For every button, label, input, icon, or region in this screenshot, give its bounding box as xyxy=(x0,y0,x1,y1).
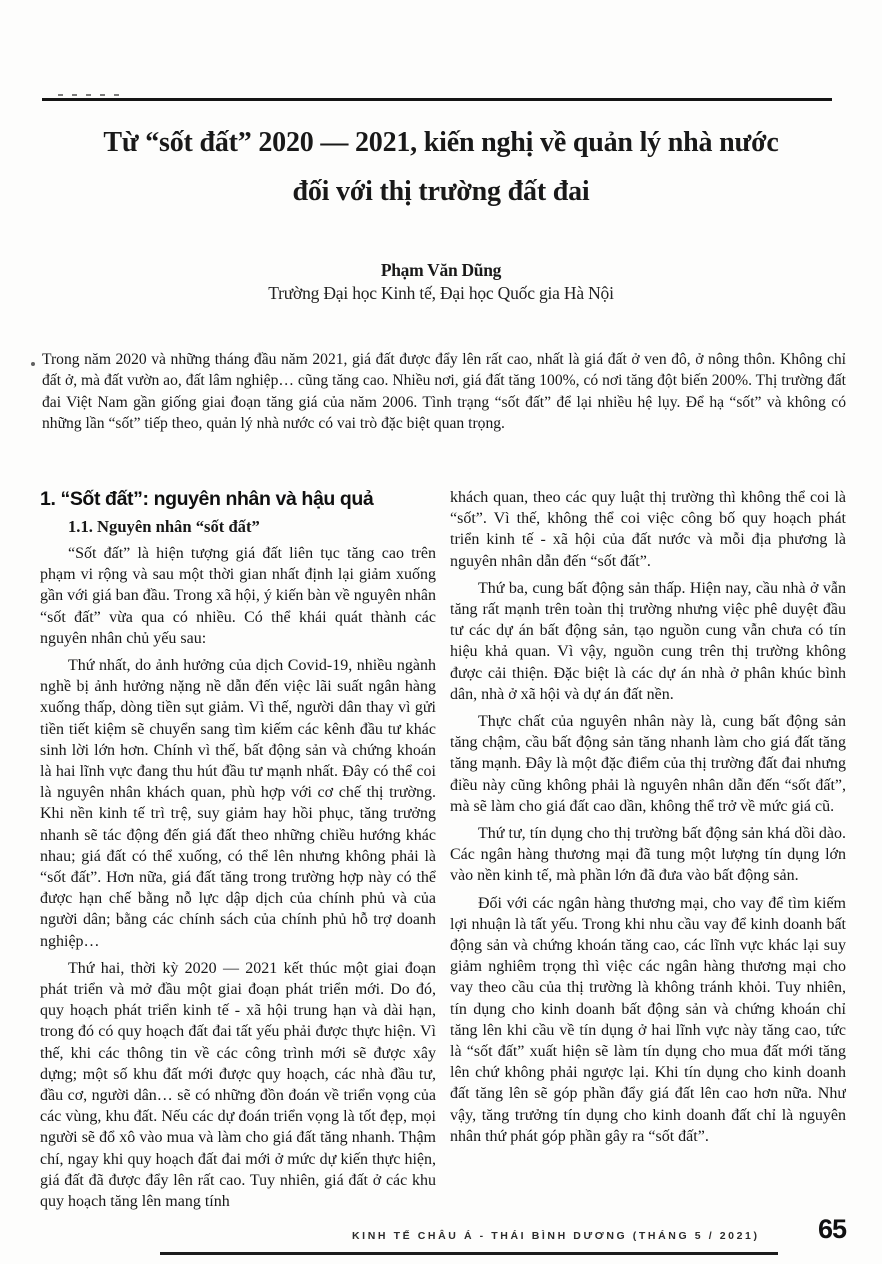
footer-journal-text: KINH TẾ CHÂU Á - THÁI BÌNH DƯƠNG (THÁNG 5 / 2021) xyxy=(352,1230,760,1242)
paragraph: Thứ ba, cung bất động sản thấp. Hiện nay, cầu nhà ở vẫn tăng rất mạnh trên toàn thị trường nhưng việc phê duyệt đầu tư các dự án bất động sản, tạo nguồn cung vẫn chưa có tín hiệu khả quan. Vì vậy, nguồn cung trên thị trường không được cải thiện. Đặc biệt là các dự án nhà ở phân khúc bình dân, nhà ở xã hội và dự án đất nền. xyxy=(450,579,846,703)
section-heading: 1. “Sốt đất”: nguyên nhân và hậu quả xyxy=(40,488,374,510)
header-rule xyxy=(42,98,832,101)
abstract-text: Trong năm 2020 và những tháng đầu năm 2021, giá đất được đẩy lên rất cao, nhất là giá đất ở ven đô, ở nông thôn. Không chỉ đất ở, mà đất vườn ao, đất lâm nghiệp… cũng tăng cao. Nhiều nơi, giá đất tăng 100%, có nơi tăng đột biến 200%. Thị trường đất đai Việt Nam gần giống giai đoạn tăng giá của năm 2006. Tình trạng “sốt đất” để lại nhiều hệ lụy. Để hạ “sốt” và không có những lần “sốt” tiếp theo, quản lý nhà nước có vai trò đặc biệt quan trọng. xyxy=(42,351,846,433)
paragraph: Thực chất của nguyên nhân này là, cung bất động sản tăng chậm, cầu bất động sản tăng nhanh làm cho giá đất tăng tăng mạnh. Đây là một đặc điểm của thị trường đất đai nhưng điều này cũng không phải là nguyên nhân dẫn đến “sốt đất”, mà sẽ làm cho giá đất cao dần, không thể trở về mức giá cũ. xyxy=(450,713,846,815)
paragraph: Thứ tư, tín dụng cho thị trường bất động sản khá dồi dào. Các ngân hàng thương mại đã tung một lượng tín dụng lớn vào nền kinh tế, mà phần lớn đã đưa vào bất động sản. xyxy=(450,825,846,885)
right-column xyxy=(450,487,846,1229)
paragraph: Đối với các ngân hàng thương mại, cho vay để tìm kiếm lợi nhuận là tất yếu. Trong khi nhu cầu vay để kinh doanh bất động sản và chứng khoán tăng cao, các lĩnh vực khác lại suy giảm nghiêm trọng thì việc các ngân hàng thương mại cho vay theo cầu của thị trường là không tránh khỏi. Tuy nhiên, tín dụng cho kinh doanh bất động sản và chứng khoán chỉ tăng lên khi cầu về tín dụng ở hai lĩnh vực này tăng cao, tức là “sốt đất” xuất hiện sẽ làm tín dụng cho mua đất mới tăng lên chứ không phải ngược lại. Khi tín dụng cho kinh doanh đất tăng lên sẽ góp phần đẩy giá đất lên cao hơn nữa. Như vậy, tăng trưởng tín dụng cho kinh doanh đất chỉ là nguyên nhân thứ phát góp phần gây ra “sốt đất”. xyxy=(450,894,846,1145)
paragraph: “Sốt đất” là hiện tượng giá đất liên tục tăng cao trên phạm vi rộng và sau một thời gian nhất định lại giảm xuống gần với giá ban đầu. Trong xã hội, ý kiến bàn về nguyên nhân “sốt đất” vừa qua có nhiều. Có thể khái quát thành các nguyên nhân chủ yếu sau: xyxy=(40,545,436,647)
paragraph: Thứ nhất, do ảnh hưởng của dịch Covid-19, nhiều ngành nghề bị ảnh hưởng nặng nề dẫn đến việc lãi suất ngân hàng xuống thấp, dòng tiền sụt giảm. Vì thế, người dân thay vì gửi tiền tiết kiệm sẽ chuyển sang tìm kiếm các kênh đầu tư khác sinh lời lớn hơn. Chính vì thế, bất động sản và chứng khoán là hai lĩnh vực đang thu hút đầu tư mạnh nhất. Đây có thể coi là nguyên nhân khách quan, phù hợp với cơ chế thị trường. Khi nền kinh tế trì trệ, suy giảm hay hồi phục, tăng trưởng nhanh sẽ tác động đến giá đất theo những chiều hướng khác nhau; giá đất có thể xuống, có thể lên nhưng không phải là “sốt đất”. Hơn nữa, giá đất tăng trong trường hợp này có thể được hạn chế bằng nỗ lực dập dịch của chính phủ và của người dân; bằng các chính sách của chính phủ hỗ trợ doanh nghiệp… xyxy=(40,657,436,950)
author-name: Phạm Văn Dũng xyxy=(380,260,502,280)
page-number: 65 xyxy=(817,1214,846,1244)
article-title-line-2: đối với thị trường đất đai xyxy=(292,176,590,207)
article-title-line-1: Từ “sốt đất” 2020 — 2021, kiến nghị về quản lý nhà nước xyxy=(103,127,779,158)
byline xyxy=(0,258,882,305)
paragraph: Thứ hai, thời kỳ 2020 — 2021 kết thúc một giai đoạn phát triển và mở đầu một giai đoạn phát triển mới. Do đó, quy hoạch phát triển kinh tế - xã hội trung hạn và dài hạn, trong đó có quy hoạch đất đai tất yếu phải được thực hiện. Vì thế, khi các thông tin về các công trình mới sẽ được xây dựng; một số khu đất mới được quy hoạch, các nhà đầu tư, đầu cơ, người dân… sẽ có những đồn đoán về triển vọng của các vùng, khu đất. Nếu các dự đoán triển vọng là tốt đẹp, mọi người sẽ đổ xô vào mua và làm cho giá đất tăng nhanh. Thậm chí, ngay khi quy hoạch đất đai mới ở mức dự kiến thực hiện, giá đất đã được đẩy lên rất cao. Tuy nhiên, giá đất ở các khu quy hoạch tăng lên mang tính xyxy=(40,959,436,1211)
article-title xyxy=(30,118,852,216)
paragraph: khách quan, theo các quy luật thị trường thì không thể coi là “sốt”. Vì thế, không thể coi việc công bố quy hoạch phát triển kinh tế - xã hội của đất nước và mỗi địa phương là nguyên nhân dẫn đến “sốt đất”. xyxy=(450,489,846,570)
subsection-heading: 1.1. Nguyên nhân “sốt đất” xyxy=(68,517,260,536)
scan-artifact-dashes xyxy=(58,94,128,96)
footer-rule xyxy=(160,1252,778,1255)
scan-artifact-dot xyxy=(31,362,35,366)
left-column xyxy=(40,487,436,1229)
author-affiliation: Trường Đại học Kinh tế, Đại học Quốc gia Hà Nội xyxy=(268,283,614,303)
body-columns xyxy=(40,487,846,1229)
